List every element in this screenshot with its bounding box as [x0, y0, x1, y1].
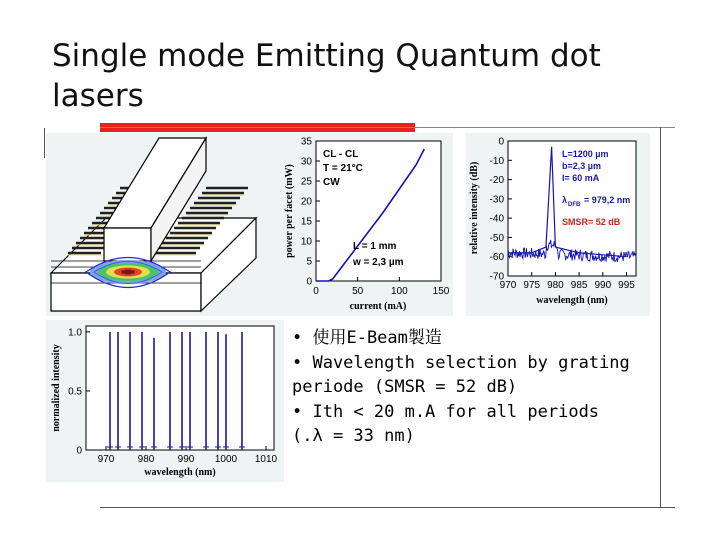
- spectrum-ytick-label: -20: [489, 175, 504, 187]
- spectrum-ann-6: SMSR= 52 dB: [562, 217, 621, 227]
- spectrum-ytick-label: -70: [489, 271, 504, 283]
- bullet-list: [292, 326, 672, 449]
- spectrum-plot: [466, 133, 650, 316]
- power-plot-ann-2: CW: [323, 177, 340, 188]
- spectrum-ytick-label: -50: [489, 232, 504, 244]
- spectrum-ytick-label: -60: [489, 252, 504, 264]
- frame-right-line: [660, 127, 661, 507]
- multi-xtick-label: 990: [177, 454, 195, 465]
- power-xtick-label: 50: [352, 286, 364, 297]
- power-xtick-label: 0: [313, 286, 319, 297]
- power-ytick-label: 5: [306, 256, 312, 268]
- multi-xtick-label: 1010: [254, 454, 278, 465]
- spectrum-ytick-label: -40: [489, 213, 504, 225]
- spectrum-ytick-label: -10: [489, 155, 504, 167]
- spectrum-xtick-label: 985: [570, 280, 588, 291]
- power-ytick-label: 0: [306, 276, 312, 288]
- spectrum-ytick-label: -30: [489, 194, 504, 206]
- power-plot-ylabel: power per facet (mW): [284, 164, 295, 258]
- spectrum-ann-4: DFB: [568, 202, 581, 208]
- power-plot-ann-3: L = 1 mm: [353, 241, 397, 252]
- power-ytick-label: 30: [300, 156, 312, 168]
- power-ytick-label: 15: [300, 216, 312, 228]
- device-illustration: [46, 133, 284, 316]
- power-ytick-label: 20: [300, 196, 312, 208]
- power-xtick-label: 100: [390, 286, 408, 297]
- spectrum-xtick-label: 970: [499, 280, 517, 291]
- multi-wavelength-plot: [46, 320, 284, 482]
- multi-ytick-label: 0.5: [68, 386, 82, 398]
- spectrum-ann-5: = 979,2 nm: [584, 195, 631, 205]
- power-plot-ann-0: CL - CL: [323, 149, 359, 160]
- title-underline: [100, 127, 675, 128]
- bullet-item-4: (.λ = 33 nm): [292, 426, 415, 446]
- multi-ytick-label: 1.0: [68, 327, 82, 339]
- multi-plot-ylabel: normalized intensity: [51, 344, 62, 432]
- power-plot-ann-4: w = 2,3 µm: [353, 257, 404, 268]
- power-plot-ann-1: T = 21°C: [323, 163, 363, 174]
- spectrum-ann-1: b=2,3 µm: [562, 161, 601, 171]
- spectrum-ann-2: I= 60 mA: [562, 173, 600, 183]
- spectrum-ann-3: λ: [562, 195, 568, 205]
- spectrum-ann-0: L=1200 µm: [562, 149, 609, 159]
- bullet-item-3: • Ith < 20 m.A for all periods: [292, 401, 600, 422]
- slide-title: Single mode Emitting Quantum dot lasers: [52, 38, 601, 114]
- spectrum-xtick-label: 995: [618, 280, 635, 291]
- frame-bottom-line: [100, 507, 675, 508]
- spectrum-ytick-label: 0: [498, 136, 504, 148]
- spectrum-xtick-label: 990: [594, 280, 612, 291]
- frame-left-line: [44, 128, 45, 158]
- bullet-item-1: • Wavelength selection by grating: [292, 352, 630, 373]
- multi-xtick-label: 980: [137, 454, 155, 465]
- multi-xtick-label: 1000: [214, 454, 238, 465]
- multi-ytick-label: 0: [76, 445, 82, 457]
- power-ytick-label: 25: [300, 176, 312, 188]
- power-current-plot: [283, 133, 453, 316]
- spectrum-xtick-label: 980: [547, 280, 564, 291]
- spectrum-plot-xlabel: wavelength (nm): [536, 295, 608, 306]
- bullet-item-2: periode (SMSR = 52 dB): [292, 377, 518, 397]
- multi-xtick-label: 970: [97, 454, 115, 465]
- multi-plot-xlabel: wavelength (nm): [144, 467, 216, 478]
- power-plot-xlabel: current (mA): [349, 301, 407, 312]
- power-xtick-label: 150: [432, 286, 450, 297]
- power-ytick-label: 10: [300, 236, 312, 248]
- power-ytick-label: 35: [300, 136, 312, 148]
- spectrum-plot-ylabel: relative intensity (dB): [469, 161, 480, 255]
- bullet-item-0: • 使用E-Beam製造: [292, 328, 442, 348]
- spectrum-xtick-label: 975: [523, 280, 541, 291]
